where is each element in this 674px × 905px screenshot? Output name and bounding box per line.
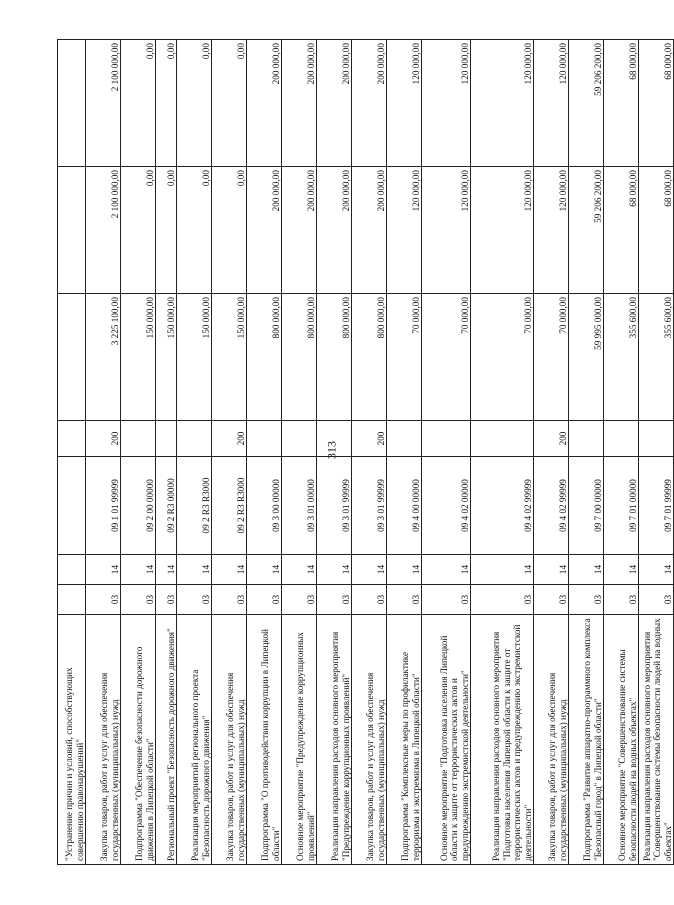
- subsection-code: 14: [86, 555, 121, 585]
- subsection-code: 14: [247, 555, 282, 585]
- amount-year-2: 0,00: [177, 167, 212, 294]
- subsection-code: 14: [121, 555, 156, 585]
- amount-year-2: 68 000,00: [639, 167, 674, 294]
- section-code: 03: [282, 585, 317, 615]
- subsection-code: 14: [387, 555, 422, 585]
- amount-year-2: 200 000,00: [247, 167, 282, 294]
- amount-year-1: 3 225 100,00: [86, 294, 121, 421]
- subsection-code: 14: [604, 555, 639, 585]
- row-name: Реализация направления расходов основного мероприятия "Совершенствование системы безопасности людей на водных объектах": [639, 615, 674, 865]
- amount-year-3: 68 000,00: [604, 40, 639, 167]
- amount-year-2: 200 000,00: [317, 167, 352, 294]
- amount-year-1: 150 000,00: [212, 294, 247, 421]
- amount-year-3: 59 206 200,00: [569, 40, 604, 167]
- table-row: [177, 40, 212, 865]
- table-row: [86, 40, 121, 865]
- subsection-code: 14: [639, 555, 674, 585]
- amount-year-3: [58, 40, 86, 167]
- section-code: 03: [534, 585, 569, 615]
- table-row: [121, 40, 156, 865]
- target-article: 09 7 01 00000: [604, 457, 639, 555]
- row-name: Подпрограмма "Комплексные меры по профилактике терроризма и экстремизма в Липецкой области": [387, 615, 422, 865]
- amount-year-1: 70 000,00: [422, 294, 471, 421]
- target-article: [58, 457, 86, 555]
- row-name: Основное мероприятие "Предупреждение коррупционных проявлений": [282, 615, 317, 865]
- amount-year-1: 800 000,00: [282, 294, 317, 421]
- table-row: [282, 40, 317, 865]
- amount-year-1: 70 000,00: [534, 294, 569, 421]
- amount-year-1: 70 000,00: [471, 294, 534, 421]
- expense-type: [58, 421, 86, 457]
- target-article: 09 2 R3 00000: [156, 457, 177, 555]
- amount-year-3: 120 000,00: [471, 40, 534, 167]
- table-row: [58, 40, 86, 865]
- amount-year-3: 200 000,00: [247, 40, 282, 167]
- amount-year-3: 120 000,00: [534, 40, 569, 167]
- table-row: [534, 40, 569, 865]
- amount-year-3: 0,00: [212, 40, 247, 167]
- expense-type: [282, 421, 317, 457]
- expense-type: [569, 421, 604, 457]
- row-name: Реализация мероприятий регионального проекта "Безопасность дорожного движения": [177, 615, 212, 865]
- expense-type: [422, 421, 471, 457]
- amount-year-2: 0,00: [121, 167, 156, 294]
- section-code: 03: [317, 585, 352, 615]
- amount-year-3: 200 000,00: [282, 40, 317, 167]
- expense-type: [604, 421, 639, 457]
- amount-year-1: 150 000,00: [177, 294, 212, 421]
- section-code: 03: [156, 585, 177, 615]
- expense-type: [247, 421, 282, 457]
- subsection-code: 14: [177, 555, 212, 585]
- target-article: 09 3 01 99999: [352, 457, 387, 555]
- amount-year-2: 68 000,00: [604, 167, 639, 294]
- subsection-code: 14: [317, 555, 352, 585]
- amount-year-2: 0,00: [212, 167, 247, 294]
- expense-type: [177, 421, 212, 457]
- budget-table: [57, 39, 674, 865]
- expense-type: [121, 421, 156, 457]
- section-code: 03: [177, 585, 212, 615]
- amount-year-3: 2 100 000,00: [86, 40, 121, 167]
- section-code: 03: [121, 585, 156, 615]
- target-article: 09 4 02 99999: [534, 457, 569, 555]
- amount-year-1: 70 000,00: [387, 294, 422, 421]
- target-article: 09 3 00 00000: [247, 457, 282, 555]
- section-code: 03: [387, 585, 422, 615]
- table-row: [422, 40, 471, 865]
- row-name: Закупка товаров, работ и услуг для обеспечения государственных (муниципальных) нужд: [352, 615, 387, 865]
- subsection-code: 14: [282, 555, 317, 585]
- section-code: [58, 585, 86, 615]
- subsection-code: 14: [569, 555, 604, 585]
- table-row: [352, 40, 387, 865]
- amount-year-1: 59 995 000,00: [569, 294, 604, 421]
- row-name: Реализация направления расходов основного мероприятия "Предупреждение коррупционных проявлений": [317, 615, 352, 865]
- section-code: 03: [86, 585, 121, 615]
- row-name: Закупка товаров, работ и услуг для обеспечения государственных (муниципальных) нужд: [534, 615, 569, 865]
- expense-type: 200: [212, 421, 247, 457]
- section-code: 03: [212, 585, 247, 615]
- target-article: 09 3 01 99999: [317, 457, 352, 555]
- expense-type: [156, 421, 177, 457]
- row-name: Закупка товаров, работ и услуг для обеспечения государственных (муниципальных) нужд: [212, 615, 247, 865]
- amount-year-3: 0,00: [156, 40, 177, 167]
- amount-year-2: 0,00: [156, 167, 177, 294]
- amount-year-1: 150 000,00: [121, 294, 156, 421]
- amount-year-1: [58, 294, 86, 421]
- table-row: [387, 40, 422, 865]
- subsection-code: 14: [156, 555, 177, 585]
- expense-type: 200: [86, 421, 121, 457]
- target-article: 09 2 R3 R3000: [177, 457, 212, 555]
- amount-year-1: 355 600,00: [604, 294, 639, 421]
- table-row: [471, 40, 534, 865]
- table-row: [156, 40, 177, 865]
- amount-year-1: 150 000,00: [156, 294, 177, 421]
- subsection-code: 14: [534, 555, 569, 585]
- target-article: 09 2 00 00000: [121, 457, 156, 555]
- row-name: Подпрограмма "Развитие аппаратно-программного комплекса "Безопасный город" в Липецкой области": [569, 615, 604, 865]
- amount-year-2: [58, 167, 86, 294]
- amount-year-2: 120 000,00: [422, 167, 471, 294]
- row-name: Подпрограмма "Обеспечение безопасности дорожного движения в Липецкой области": [121, 615, 156, 865]
- amount-year-2: 120 000,00: [471, 167, 534, 294]
- page-number: 313: [324, 441, 339, 459]
- row-name: Закупка товаров, работ и услуг для обеспечения государственных (муниципальных) нужд: [86, 615, 121, 865]
- target-article: 09 4 02 00000: [422, 457, 471, 555]
- table-row: [247, 40, 282, 865]
- subsection-code: [58, 555, 86, 585]
- target-article: 09 2 R3 R3000: [212, 457, 247, 555]
- amount-year-3: 200 000,00: [317, 40, 352, 167]
- section-code: 03: [604, 585, 639, 615]
- table-row: [317, 40, 352, 865]
- table-row: [212, 40, 247, 865]
- amount-year-3: 120 000,00: [387, 40, 422, 167]
- amount-year-3: 0,00: [177, 40, 212, 167]
- table-row: [604, 40, 639, 865]
- row-name: Региональный проект "Безопасность дорожного движения": [156, 615, 177, 865]
- table-row: [569, 40, 604, 865]
- target-article: 09 7 01 99999: [639, 457, 674, 555]
- section-code: 03: [247, 585, 282, 615]
- subsection-code: 14: [422, 555, 471, 585]
- section-code: 03: [471, 585, 534, 615]
- subsection-code: 14: [212, 555, 247, 585]
- row-name: Основное мероприятие "Совершенствование системы безопасности людей на водных объектах": [604, 615, 639, 865]
- amount-year-3: 120 000,00: [422, 40, 471, 167]
- section-code: 03: [352, 585, 387, 615]
- expense-type: [387, 421, 422, 457]
- amount-year-1: 800 000,00: [247, 294, 282, 421]
- section-code: 03: [422, 585, 471, 615]
- amount-year-1: 800 000,00: [352, 294, 387, 421]
- amount-year-3: 68 000,00: [639, 40, 674, 167]
- amount-year-2: 59 206 200,00: [569, 167, 604, 294]
- amount-year-2: 120 000,00: [534, 167, 569, 294]
- amount-year-3: 200 000,00: [352, 40, 387, 167]
- target-article: 09 4 00 00000: [387, 457, 422, 555]
- amount-year-2: 200 000,00: [282, 167, 317, 294]
- expense-type: 200: [534, 421, 569, 457]
- rotated-page: [57, 40, 673, 865]
- amount-year-2: 2 100 000,00: [86, 167, 121, 294]
- expense-type: [639, 421, 674, 457]
- section-code: 03: [639, 585, 674, 615]
- target-article: 09 4 02 99999: [471, 457, 534, 555]
- row-name: Основное мероприятие "Подготовка населения Липецкой области к защите от террористических актов и предупреждению экстремистской деятельности": [422, 615, 471, 865]
- target-article: 09 7 00 00000: [569, 457, 604, 555]
- expense-type: [317, 421, 352, 457]
- section-code: 03: [569, 585, 604, 615]
- table-row: [639, 40, 674, 865]
- subsection-code: 14: [471, 555, 534, 585]
- subsection-code: 14: [352, 555, 387, 585]
- expense-type: [471, 421, 534, 457]
- target-article: 09 3 01 00000: [282, 457, 317, 555]
- row-name: Подпрограмма "О противодействии коррупции в Липецкой области": [247, 615, 282, 865]
- amount-year-1: 800 000,00: [317, 294, 352, 421]
- amount-year-2: 200 000,00: [352, 167, 387, 294]
- amount-year-2: 120 000,00: [387, 167, 422, 294]
- amount-year-3: 0,00: [121, 40, 156, 167]
- budget-table-body: [58, 40, 674, 865]
- row-name: Реализация направления расходов основного мероприятия "Подготовка населения Липецкой области к защите от террористических актов и предупреждению экстремистской деятельности": [471, 615, 534, 865]
- target-article: 09 1 01 99999: [86, 457, 121, 555]
- expense-type: 200: [352, 421, 387, 457]
- row-name: "Устранение причин и условий, способствующих совершению правонарушений": [58, 615, 86, 865]
- amount-year-1: 355 600,00: [639, 294, 674, 421]
